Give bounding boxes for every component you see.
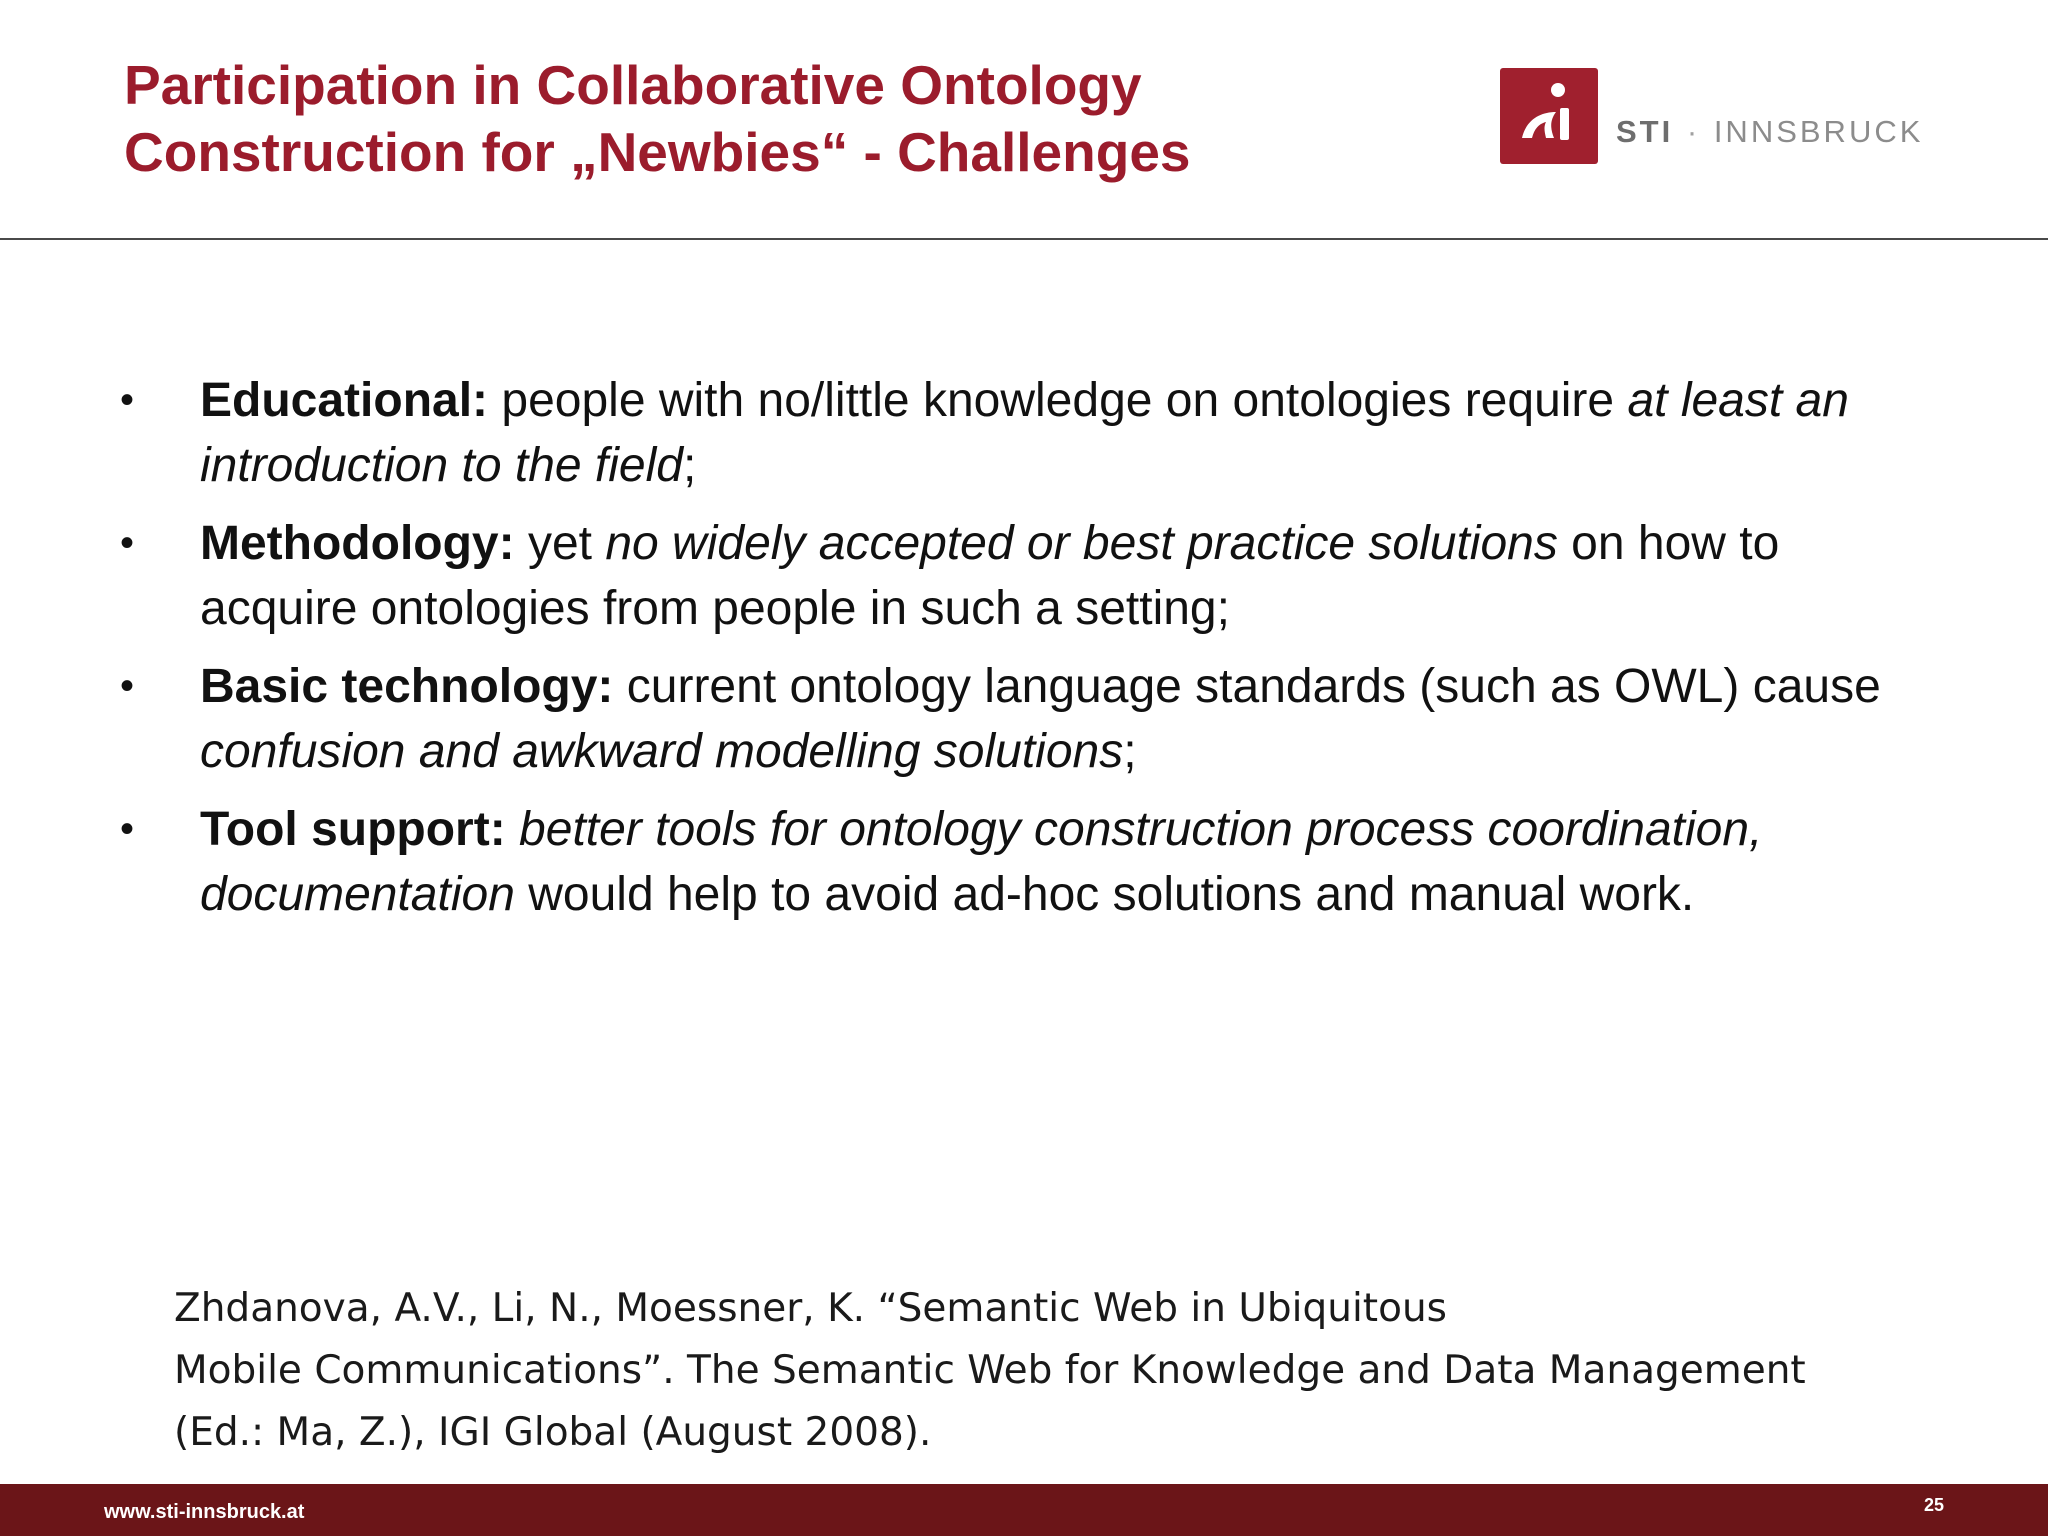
bullet-emphasis: no widely accepted or best practice solutions: [605, 517, 1558, 570]
slide-title-line: Construction for „Newbies“ - Challenges: [124, 121, 1191, 183]
bullet-marker: •: [120, 664, 135, 708]
footer-bar: [0, 1484, 2048, 1536]
header-divider: [0, 238, 2048, 240]
bullet-text: ;: [682, 439, 697, 492]
bullet-text: yet: [514, 517, 606, 570]
bullet-marker: •: [120, 521, 135, 565]
bullet-label: Tool support:: [200, 803, 506, 856]
bullet-text: on how to acquire ontologies from people in such a setting;: [200, 517, 1780, 635]
citation-line: Mobile Communications”. The Semantic Web for Knowledge and Data Management: [174, 1348, 1806, 1393]
bullet-text: [506, 803, 519, 856]
citation-line: (Ed.: Ma, Z.), IGI Global (August 2008).: [174, 1410, 932, 1455]
bullet-label: Basic technology:: [200, 660, 614, 713]
logo-wordmark: [1616, 114, 1923, 150]
bullet-text: current ontology language standards (such as OWL) cause: [613, 660, 1881, 713]
bullet-label: Educational:: [200, 374, 489, 427]
bullet-marker: •: [120, 378, 135, 422]
bullet-emphasis: at least an introduction to the field: [200, 374, 1849, 492]
bullet-marker: •: [120, 807, 135, 851]
logo-brand: STI: [1616, 114, 1674, 149]
logo-name: INNSBRUCK: [1713, 114, 1924, 149]
bullet-text: ;: [1123, 725, 1137, 778]
bullet-text: would help to avoid ad-hoc solutions and manual work.: [514, 868, 1695, 921]
bullet-emphasis: better tools for ontology construction process coordination, documentation: [200, 803, 1763, 921]
sti-figure-icon: [1500, 68, 1598, 164]
bullet-item-methodology: [120, 511, 1940, 641]
bullet-label: Methodology:: [200, 517, 515, 570]
bullet-list: [120, 368, 1940, 940]
logo-separator: ·: [1686, 114, 1701, 149]
bullet-item-educational: [120, 368, 1940, 498]
sti-innsbruck-logo: [1500, 66, 1924, 166]
citation: [174, 1278, 1974, 1464]
citation-line: Zhdanova, A.V., Li, N., Moessner, K. “Semantic Web in Ubiquitous: [174, 1286, 1447, 1331]
slide-title: [124, 52, 1191, 186]
bullet-emphasis: confusion and awkward modelling solutions: [200, 725, 1124, 778]
slide-title-line: Participation in Collaborative Ontology: [124, 54, 1142, 116]
bullet-text: people with no/little knowledge on ontologies require: [488, 374, 1628, 427]
bullet-item-tool-support: [120, 797, 1940, 927]
footer-url: www.sti-innsbruck.at: [104, 1501, 305, 1523]
bullet-item-basic-technology: [120, 654, 1940, 784]
page-number: 25: [1923, 1495, 1944, 1515]
